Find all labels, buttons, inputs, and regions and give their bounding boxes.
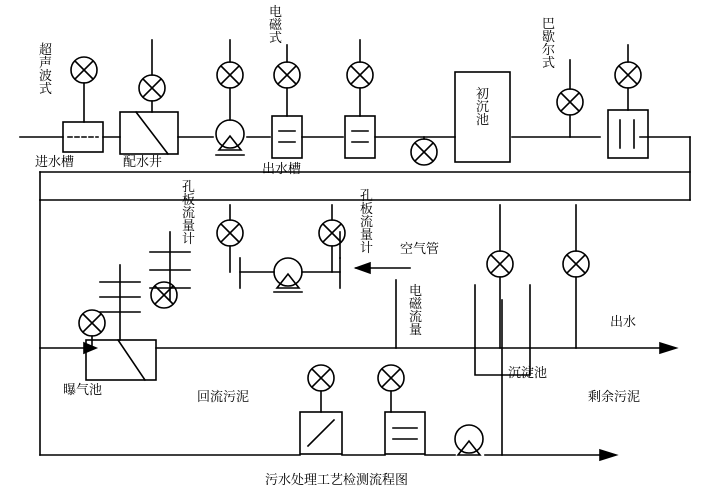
valve-orifice2-x [323, 224, 341, 242]
valve-orifice1-x [221, 224, 239, 242]
label-parshall: 巴 歇 尔 式 [541, 17, 555, 71]
label-effluent: 出水 [610, 315, 637, 330]
pump-row2-symbol [274, 258, 302, 286]
label-orifice-meter-1: 孔 板 流 量 计 [181, 180, 195, 247]
sludge-box-2-lines [393, 428, 417, 439]
parshall-box [608, 110, 648, 158]
label-outlet-tank: 出水槽 [262, 162, 302, 177]
valve-sludge-2-x [382, 369, 400, 387]
label-distribution-well: 配水井 [123, 155, 163, 170]
valve-dw-x [143, 79, 161, 97]
label-orifice-meter-2: 孔 板 流 量 计 [359, 189, 373, 256]
label-ultrasonic: 超 声 波 式 [38, 43, 52, 97]
meter-box-2-lines [352, 131, 368, 142]
label-air-pipe: 空气管 [400, 242, 440, 257]
label-settling-tank: 沉淀池 [508, 366, 548, 381]
valve-parshall-x [561, 93, 579, 111]
meter-box-electromagnetic [272, 116, 302, 158]
sludge-box-2 [385, 412, 425, 454]
aeration-tank-diagonal [118, 340, 145, 380]
parshall-inner-lines [620, 120, 634, 148]
label-electromagnetic-flow: 电 磁 流 量 [408, 284, 422, 338]
valve-settling-right-x [567, 255, 585, 273]
arrow-air-pipe [356, 263, 370, 273]
distribution-well-diagonal [136, 112, 168, 154]
valve-meter2-x [351, 66, 369, 84]
arrow-to-aeration [84, 343, 96, 353]
label-aeration-tank: 曝气池 [63, 383, 103, 398]
valve-pump-top-x [221, 66, 239, 84]
label-primary-settling: 初 沉 池 [475, 87, 489, 128]
sludge-box-1-diagonal [308, 420, 334, 446]
pump-top-symbol [216, 120, 244, 148]
label-excess-sludge: 剩余污泥 [588, 390, 641, 405]
valve-outlet-top-x [619, 66, 637, 84]
distribution-well-box [120, 112, 178, 154]
label-inlet-tank: 进水槽 [35, 155, 75, 170]
valve-settling-left-x [491, 255, 509, 273]
valve-aeration-x [83, 314, 101, 332]
meter-box-em-lines [279, 131, 295, 142]
meter-box-2 [345, 116, 375, 158]
sludge-pump-symbol [455, 425, 483, 453]
arrow-excess-sludge [600, 450, 616, 460]
label-return-sludge: 回流污泥 [197, 390, 250, 405]
aeration-tank-box [86, 340, 156, 380]
diagram-caption: 污水处理工艺检测流程图 [265, 473, 409, 488]
arrow-effluent [660, 343, 676, 353]
valve-ultrasonic-x [75, 61, 93, 79]
label-electromagnetic-top: 电 磁 式 [268, 5, 282, 46]
valve-sludge-1-x [312, 369, 330, 387]
valve-meter1-x [278, 66, 296, 84]
valve-pre-settling-x [415, 143, 433, 161]
